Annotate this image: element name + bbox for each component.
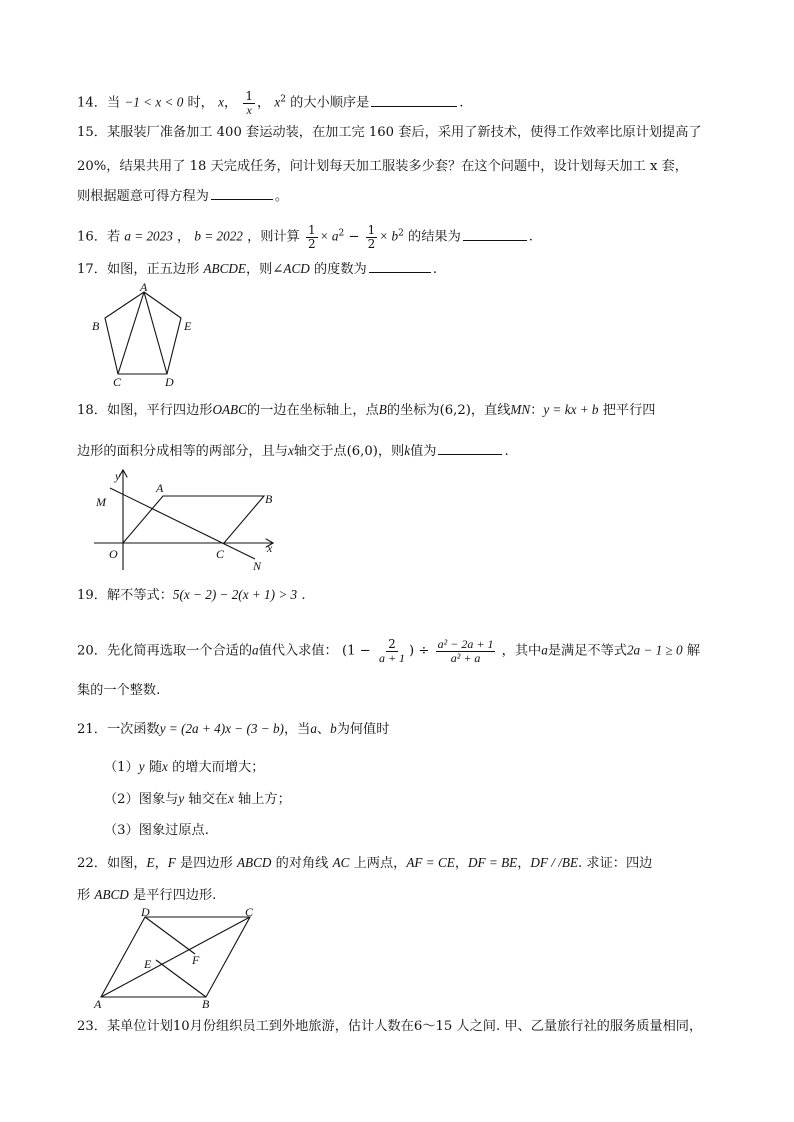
q16-term-a: × a xyxy=(319,228,339,244)
q14-number: 14． xyxy=(77,95,107,111)
q22-cond-3: DF / /BE xyxy=(530,855,579,870)
label-c: C xyxy=(245,906,254,919)
q14-fraction xyxy=(243,90,255,116)
q22-sep: ， xyxy=(154,856,168,871)
q14-sep2: ， xyxy=(256,95,271,111)
q22-l2-name: ABCD xyxy=(94,887,129,902)
q20-tail: 解 xyxy=(682,643,701,659)
q22-mid2: 的对角线 xyxy=(271,856,333,871)
label-n: N xyxy=(253,559,262,572)
q20-mid: 值代入求值： xyxy=(258,643,338,659)
q20-open: (1 − xyxy=(341,643,371,659)
question-16 xyxy=(77,224,533,250)
q22-sep2: ， xyxy=(454,856,469,871)
label-o: O xyxy=(109,547,118,561)
q14-condition: −1 < x < 0 xyxy=(124,94,184,110)
q20-f2-den: a² + a xyxy=(450,650,481,665)
parallelogram-coordinate-figure xyxy=(92,466,292,572)
q21-a: a xyxy=(310,721,317,736)
diagonal-ac xyxy=(118,292,144,374)
q14-text-post: 的大小顺序是 xyxy=(290,95,370,111)
label-c: C xyxy=(113,375,122,389)
question-23: 23．某单位计划10月份组织员工到外地旅游，估计人数在6～15 人之间. 甲、乙量旅行社的服务质量相同， xyxy=(77,1019,703,1034)
q14-text-mid: 时， xyxy=(187,95,214,111)
q18-point: B xyxy=(378,402,387,417)
q19-text: 19．解不等式： xyxy=(77,588,173,603)
question-21 xyxy=(77,722,389,736)
q18-text-h: 轴交于点 xyxy=(293,444,347,459)
question-15-line-3 xyxy=(77,190,288,203)
q16-term-b: × b xyxy=(379,228,399,244)
frac-den: 2 xyxy=(367,236,376,251)
label-b: B xyxy=(92,319,100,333)
answer-blank[interactable] xyxy=(438,453,502,455)
q14-term-x2: x xyxy=(274,94,281,110)
q21-b: b xyxy=(330,721,337,736)
q22-sep3: ， xyxy=(517,856,531,871)
q18-end: . xyxy=(504,444,509,459)
q18-text-i: ，则 xyxy=(377,444,405,459)
question-15-line-2: 20%，结果共用了 18 天完成任务，问计划每天加工服装多少套？在这个问题中，设计划每天加工 x 套， xyxy=(77,159,688,174)
q15-end: 。 xyxy=(274,189,289,204)
q18-text-c: 的坐标为 xyxy=(386,403,440,418)
q21-mid: ，当 xyxy=(283,722,311,737)
question-18-line-2 xyxy=(77,444,509,458)
q21-sep: 、 xyxy=(316,722,331,737)
q18-text-b: 的一边在坐标轴上，点 xyxy=(246,403,379,418)
q20-frac-1 xyxy=(377,638,407,664)
q16-minus: − xyxy=(344,229,364,245)
question-15-line-1: 15．某服装厂准备加工 400 套运动装，在加工完 160 套后，采用了新技术，使得工作效率比原计划提高了 xyxy=(77,125,702,140)
q17-pentagon-name: ABCDE xyxy=(203,261,246,276)
q21-2-post: 轴上方； xyxy=(233,792,291,807)
q18-text-d: ，直线 xyxy=(470,403,511,418)
q21-1-pre: （1） xyxy=(104,760,139,775)
q22-f: F xyxy=(167,855,176,870)
label-e: E xyxy=(144,957,152,971)
q20-div: ÷ xyxy=(418,643,430,659)
q17-number: 17． xyxy=(77,262,107,277)
q16-end: . xyxy=(528,229,533,245)
line-mn xyxy=(110,488,255,559)
answer-blank[interactable] xyxy=(211,198,273,200)
question-19 xyxy=(77,588,306,602)
q17-angle: ∠ACD xyxy=(272,261,310,276)
label-e: E xyxy=(184,319,192,333)
q16-b-value: b = 2022 xyxy=(194,228,243,244)
q19-end: . xyxy=(297,588,306,603)
exp: 2 xyxy=(338,228,345,239)
q21-1-mid: 随 xyxy=(144,760,163,775)
label-b: B xyxy=(265,492,273,506)
q21-function: y = (2a + 4)x − (3 − b) xyxy=(159,721,284,736)
q21-subitem-2 xyxy=(104,792,291,806)
label-f: F xyxy=(192,953,200,967)
q18-equation: y = kx + b xyxy=(543,402,599,417)
q20-ineq: 2a − 1 ≥ 0 xyxy=(626,642,683,658)
q18-text-e: ： xyxy=(530,403,544,418)
q17-mid: ，则 xyxy=(245,262,273,277)
pentagon-figure xyxy=(88,282,208,390)
q16-mid: ，则计算 xyxy=(247,229,300,245)
q21-2-v1: y xyxy=(178,791,185,806)
q14-frac-den: x xyxy=(246,102,252,117)
label-d: D xyxy=(141,906,150,919)
q14-end: . xyxy=(459,95,464,111)
q22-mid: 是四边形 xyxy=(175,856,237,871)
q18-k: k xyxy=(404,443,411,458)
q20-a: a xyxy=(252,642,259,658)
question-18-line-1 xyxy=(77,403,655,417)
q17-end: . xyxy=(432,262,437,277)
q22-name: ABCD xyxy=(236,855,272,870)
q18-text-f: 把平行四 xyxy=(598,403,656,418)
q22-post: . 求证：四边 xyxy=(578,856,653,871)
label-x: x xyxy=(267,541,273,555)
q22-cond-1: AF = CE xyxy=(406,855,455,870)
q20-a2: a xyxy=(541,642,548,658)
answer-blank[interactable] xyxy=(369,271,431,273)
frac-num: 1 xyxy=(308,223,316,237)
question-20-line-2: 集的一个整数. xyxy=(77,683,161,698)
label-b: B xyxy=(202,997,210,1010)
label-y: y xyxy=(115,469,121,483)
answer-blank[interactable] xyxy=(463,239,527,241)
question-22-line-1 xyxy=(77,856,652,870)
q21-1-post: 的增大而增大； xyxy=(167,760,265,775)
frac-num: 1 xyxy=(367,223,376,237)
q17-post: 的度数为 xyxy=(309,262,367,277)
q16-pre: 若 xyxy=(106,229,121,245)
q14-frac-num: 1 xyxy=(245,89,253,103)
diagonal-ad xyxy=(144,292,167,374)
q18-x: x xyxy=(288,443,294,458)
q20-close: ) xyxy=(409,643,415,659)
q21-3-pre: （3）图象过原点. xyxy=(104,823,209,838)
q16-half-2 xyxy=(366,224,378,250)
q16-post: 的结果为 xyxy=(408,229,461,245)
label-a: A xyxy=(94,997,102,1010)
q17-text: 如图，正五边形 xyxy=(106,262,204,277)
q21-2-mid: 轴交在 xyxy=(184,792,228,807)
segment-df xyxy=(145,917,195,954)
q18-coord-c: (6,0) xyxy=(346,444,378,459)
q18-coord-b: (6,2) xyxy=(439,403,471,418)
q15-text: 则根据题意可得方程为 xyxy=(77,189,209,204)
q21-pre: 21．一次函数 xyxy=(77,722,160,737)
q14-term-x: x xyxy=(218,94,224,110)
label-a: A xyxy=(156,481,164,495)
q21-subitem-3 xyxy=(104,824,209,837)
q18-name: OABC xyxy=(212,402,247,417)
q19-inequality: 5(x − 2) − 2(x + 1) > 3 xyxy=(172,587,298,602)
q21-post: 为何值时 xyxy=(336,722,390,737)
q20-f1-den: a + 1 xyxy=(378,650,406,665)
q18-text-a: 18．如图，平行四边形 xyxy=(77,403,213,418)
q18-mn: MN xyxy=(510,402,531,417)
q16-half-1 xyxy=(306,224,318,250)
q22-e: E xyxy=(146,855,155,870)
frac-den: 2 xyxy=(308,236,316,251)
question-17 xyxy=(77,262,437,276)
q22-mid3: 上两点， xyxy=(349,856,407,871)
q16-sep: ， xyxy=(177,229,191,245)
pentagon-outline xyxy=(105,292,181,374)
q22-pre: 22．如图， xyxy=(77,856,147,871)
q20-post: ，其中 xyxy=(501,643,542,659)
parallelogram-oabc xyxy=(123,496,264,543)
label-m: M xyxy=(96,495,106,509)
q21-2-v2: x xyxy=(227,791,234,806)
q20-f2-num: a² − 2a + 1 xyxy=(437,637,494,651)
q22-l2-post: 是平行四边形. xyxy=(128,888,217,903)
q22-ac: AC xyxy=(332,855,350,870)
q22-l2-pre: 形 xyxy=(77,888,95,903)
q20-f1-num: 2 xyxy=(388,637,396,651)
q16-number: 16． xyxy=(77,229,107,245)
quadrilateral-figure xyxy=(88,906,268,1010)
q21-2-pre: （2）图象与 xyxy=(104,792,179,807)
q16-a-value: a = 2023 xyxy=(124,228,173,244)
q14-sep: ， xyxy=(223,95,238,111)
question-20-line-1 xyxy=(77,638,700,664)
answer-blank[interactable] xyxy=(371,105,457,107)
q20-cond: 是满足不等式 xyxy=(547,643,627,659)
exp: 2 xyxy=(398,228,404,239)
q18-text-j: 值为 xyxy=(410,444,437,459)
label-d: D xyxy=(165,375,174,389)
question-22-line-2 xyxy=(77,888,216,902)
label-a: A xyxy=(140,282,148,294)
q14-text-pre: 当 xyxy=(106,95,121,111)
question-14 xyxy=(77,90,463,116)
q20-pre: 20．先化简再选取一个合适的 xyxy=(77,643,253,659)
q22-cond-2: DF = BE xyxy=(468,855,518,870)
q21-1-v2: x xyxy=(162,759,168,774)
q21-subitem-1 xyxy=(104,760,264,774)
q21-1-v1: y xyxy=(138,759,145,774)
q14-exp: 2 xyxy=(280,94,286,105)
q18-text-g: 边形的面积分成相等的两部分，且与 xyxy=(77,444,288,459)
q20-frac-2 xyxy=(436,638,496,664)
label-c: C xyxy=(216,547,225,561)
